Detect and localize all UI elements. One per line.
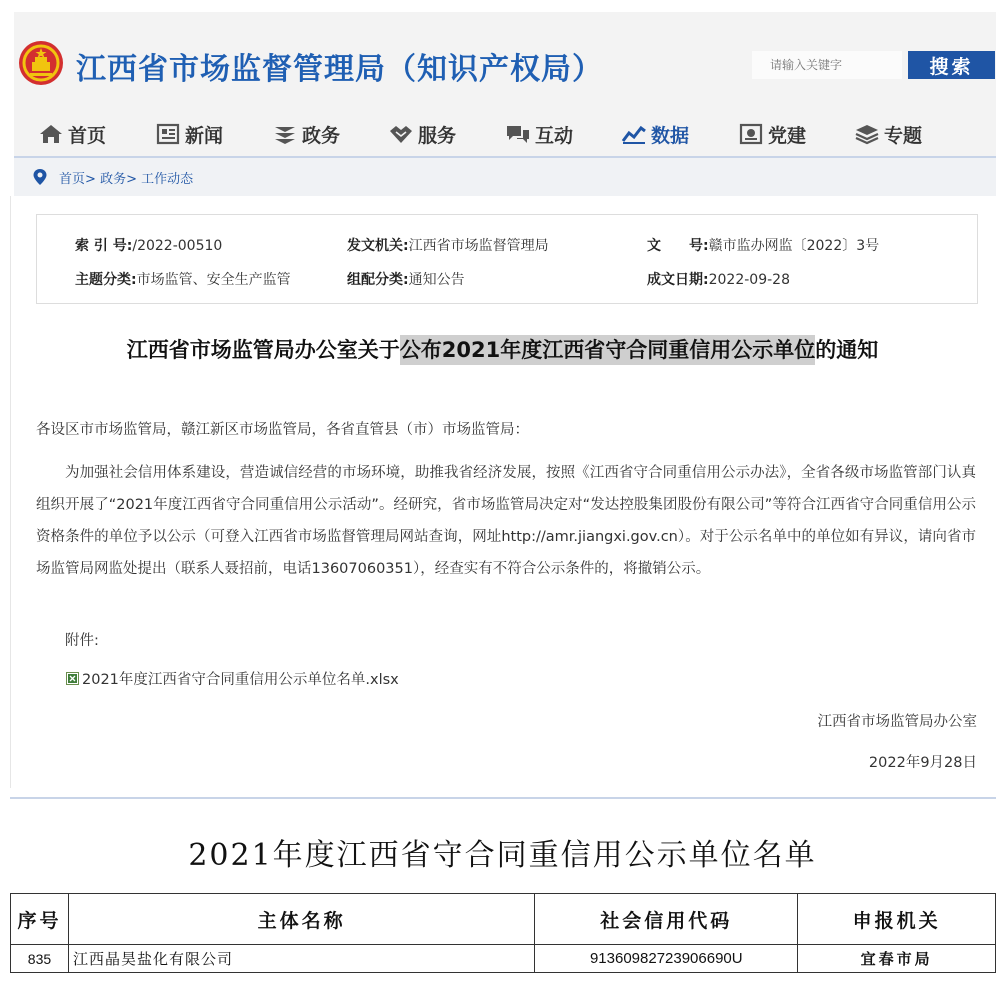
meta-docno-label: 文 号: [647, 238, 709, 254]
document-title-prefix: 江西省市场监管局办公室关于 [126, 338, 400, 362]
table-row [11, 945, 996, 973]
breadcrumb-government[interactable]: 政务 [100, 172, 127, 187]
chat-icon [505, 123, 531, 145]
meta-date-value: 2022-09-28 [708, 272, 790, 288]
nav-item-label: 专题 [884, 124, 923, 147]
header-code: 社会信用代码 [535, 894, 798, 945]
meta-index-value: /2022-00510 [132, 238, 223, 254]
breadcrumb [59, 168, 193, 187]
meta-docno-value: 赣市监办网监〔2022〕3号 [708, 238, 880, 254]
site-title: 江西省市场监督管理局（知识产权局） [76, 52, 603, 87]
meta-index [75, 235, 222, 255]
nav-item-label: 互动 [535, 124, 574, 147]
header-agency: 申报机关 [798, 894, 996, 945]
meta-issuer-value: 江西省市场监督管理局 [408, 238, 549, 254]
nav-item-news[interactable] [155, 112, 223, 156]
party-icon [738, 123, 764, 145]
unit-list-table [10, 893, 996, 973]
document-body: 为加强社会信用体系建设，营造诚信经营的市场环境，助推我省经济发展，按照《江西省守合同重信用公示办法》，全省各级市场监管部门认真组织开展了“2021年度江西省守合同重信用公示活动”。经研究，省市场监管局决定对“发达控股集团股份有限公司”等符合江西省守合同重信用公示资格条件的单位予以公示（可登入江西省市场监督管理局网站查询，网址http://amr.jiangxi.gov.cn）。对于公示名单中的单位如有异议，请向省市场监管局网监处提出（联系人聂招前，电话13607060351），经查实有不符合公示条件的，将撤销公示。 [36, 465, 976, 577]
nav-item-government[interactable] [272, 112, 340, 156]
nav-item-label: 新闻 [185, 124, 224, 147]
national-emblem-icon [18, 40, 64, 86]
breadcrumb-separator: > [126, 172, 137, 187]
chart-icon [621, 123, 647, 145]
main-nav [14, 112, 996, 158]
document-title-highlight: 公布2021年度江西省守合同重信用公示单位 [400, 335, 815, 365]
nav-item-label: 数据 [651, 124, 690, 147]
header-no: 序号 [11, 894, 69, 945]
header-name: 主体名称 [68, 894, 534, 945]
content-border [10, 196, 11, 788]
meta-category [347, 269, 465, 289]
signature-date: 2022年9月28日 [868, 755, 977, 771]
cell-code: 91360982723906690U [535, 945, 798, 973]
section-divider [10, 797, 996, 799]
layers-icon [272, 123, 298, 145]
nav-item-label: 服务 [418, 124, 457, 147]
meta-topic-label: 主题分类: [75, 272, 137, 288]
meta-issuer [347, 235, 549, 255]
home-icon [38, 123, 64, 145]
meta-topic [75, 269, 291, 289]
cell-agency: 宜春市局 [798, 945, 996, 973]
document-meta [36, 214, 978, 304]
breadcrumb-bar [14, 158, 996, 196]
meta-topic-value: 市场监管、安全生产监管 [136, 272, 291, 288]
breadcrumb-work-news[interactable]: 工作动态 [141, 172, 194, 187]
nav-item-label: 首页 [68, 124, 107, 147]
meta-date-label: 成文日期: [647, 272, 709, 288]
breadcrumb-separator: > [85, 172, 96, 187]
meta-category-value: 通知公告 [408, 272, 465, 288]
meta-index-label: 索 引 号: [75, 238, 133, 254]
cell-no: 835 [11, 945, 69, 973]
meta-category-label: 组配分类: [347, 272, 409, 288]
nav-item-label: 党建 [768, 124, 807, 147]
nav-item-topics[interactable] [854, 112, 922, 156]
attachment-filename: 2021年度江西省守合同重信用公示单位名单.xlsx [82, 672, 399, 688]
handshake-icon [388, 123, 414, 145]
cell-name: 江西晶昊盐化有限公司 [68, 945, 534, 973]
search-box [752, 51, 902, 79]
attachment-link[interactable] [66, 668, 399, 689]
nav-item-services[interactable] [388, 112, 456, 156]
attachment-label: 附件: [65, 633, 99, 649]
excel-file-icon [66, 672, 79, 685]
nav-item-interaction[interactable] [505, 112, 573, 156]
newspaper-icon [155, 123, 181, 145]
breadcrumb-home[interactable]: 首页 [59, 172, 86, 187]
nav-item-home[interactable] [38, 112, 106, 156]
meta-docno [647, 235, 879, 255]
signature-org: 江西省市场监管局办公室 [817, 714, 977, 730]
stack-icon [854, 123, 880, 145]
nav-item-data[interactable] [621, 112, 689, 156]
meta-issuer-label: 发文机关: [347, 238, 409, 254]
addressee: 各设区市市场监管局，赣江新区市场监管局，各省直管县（市）市场监管局： [36, 422, 529, 438]
document-title [0, 334, 1005, 364]
meta-date [647, 269, 790, 289]
search-button[interactable]: 搜索 [908, 51, 995, 79]
list-title: 2021年度江西省守合同重信用公示单位名单 [188, 838, 817, 873]
document-title-suffix: 的通知 [815, 338, 879, 362]
location-pin-icon [32, 168, 48, 186]
nav-item-party[interactable] [738, 112, 806, 156]
nav-item-label: 政务 [302, 124, 341, 147]
search-input[interactable] [752, 51, 902, 79]
table-header-row [11, 894, 996, 945]
